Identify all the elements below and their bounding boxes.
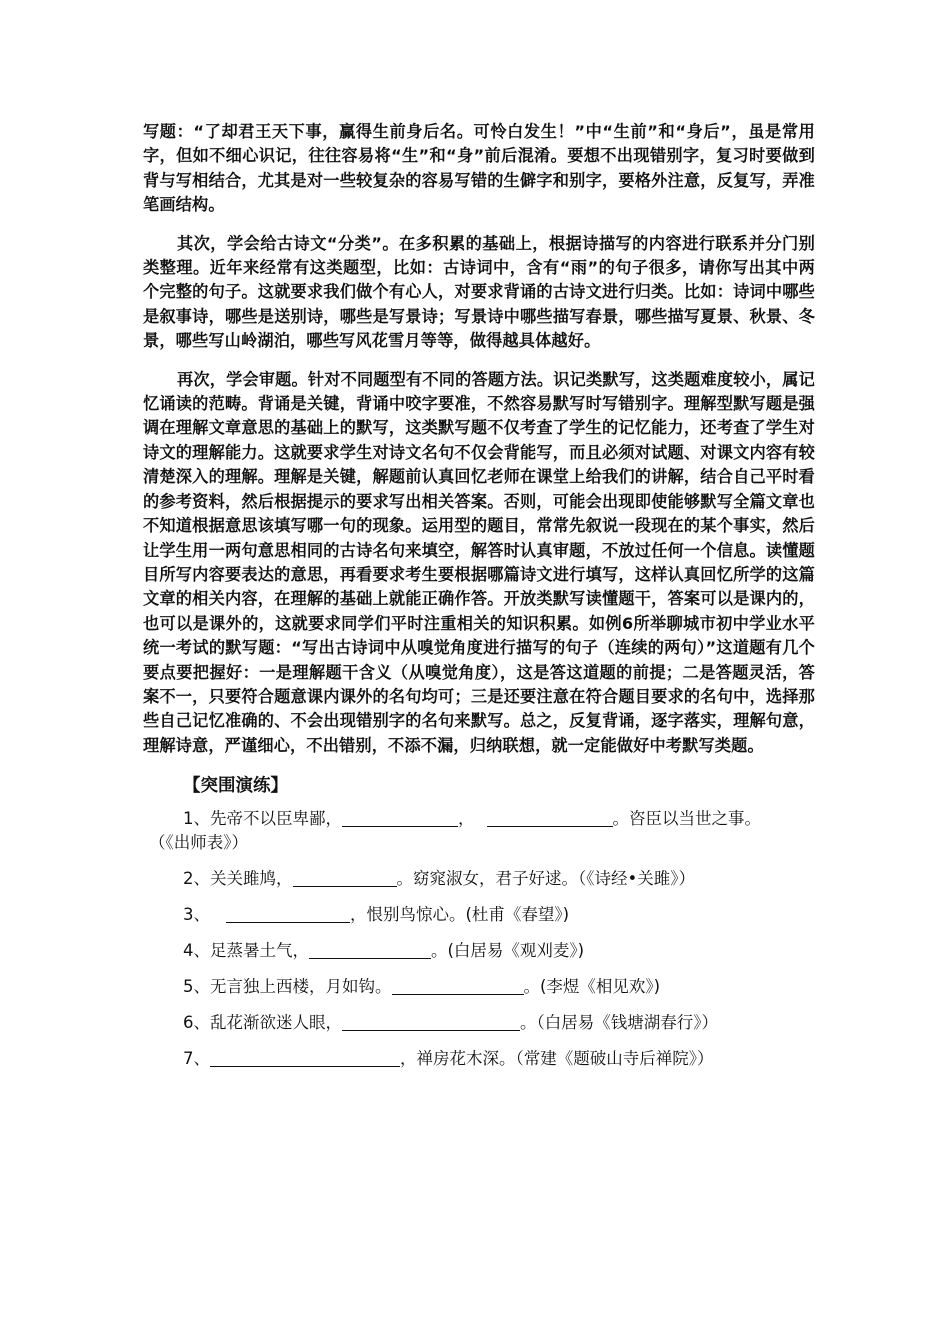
exercise-number: 5、 xyxy=(183,977,210,997)
exercise-2 xyxy=(143,867,815,891)
exercise-text: ， xyxy=(458,809,475,829)
exercise-text: 。(李煜《相见欢》) xyxy=(523,977,661,997)
paragraph-3: 再次，学会审题。针对不同题型有不同的答题方法。识记类默写，这类题难度较小，属记忆诵读的范畴。背诵是关键，背诵中咬字要准，不然容易默写时写错别字。理解型默写题是强调在理解文章意思的基础上的默写，这类默写题不仅考查了学生的记忆能力，还考查了学生对诗文的理解能力。这就要求学生对诗文名句不仅会背能写，而且必须对试题、对课文内容有较清楚深入的理解。理解是关键，解题前认真回忆老师在课堂上给我们的讲解，结合自己平时看的参考资料，然后根据提示的要求写出相关答案。否则，可能会出现即使能够默写全篇文章也不知道根据意思该填写哪一句的现象。运用型的题目，常常先叙说一段现在的某个事实，然后让学生用一两句意思相同的古诗名句来填空，解答时认真审题，不放过任何一个信息。读懂题目所写内容要表达的意思，再看要求考生要根据哪篇诗文进行填写，这样认真回忆所学的这篇文章的相关内容，在理解的基础上就能正确作答。开放类默写读懂题干，答案可以是课内的，也可以是课外的，这就要求同学们平时注重相关的知识积累。如例6所举聊城市初中学业水平统一考试的默写题：“写出古诗词中从嗅觉角度进行描写的句子（连续的两句）”这道题有几个要点要把握好：一是理解题干含义（从嗅觉角度），这是答这道题的前提；二是答题灵活，答案不一，只要符合题意课内课外的名句均可；三是还要注意在符合题目要求的名句中，选择那些自己记忆准确的、不会出现错别字的名句来默写。总之，反复背诵，逐字落实，理解句意，理解诗意，严谨细心，不出错别，不添不漏，归纳联想，就一定能做好中考默写类题。 xyxy=(143,369,815,755)
answer-blank[interactable] xyxy=(342,1012,520,1031)
exercise-source: （《出师表》） xyxy=(149,833,248,853)
exercise-3 xyxy=(143,903,815,927)
exercise-number: 6、 xyxy=(183,1013,210,1033)
exercise-6 xyxy=(143,1011,815,1035)
exercise-number: 1、 xyxy=(183,809,210,829)
answer-blank[interactable] xyxy=(309,940,431,959)
section-title: 【突围演练】 xyxy=(183,776,288,797)
exercise-text: 关关雎鸠， xyxy=(210,869,293,889)
answer-blank[interactable] xyxy=(342,808,458,827)
document-page xyxy=(143,120,815,1083)
exercise-4 xyxy=(143,939,815,963)
answer-blank[interactable] xyxy=(210,1048,400,1067)
exercise-text: ，恨别鸟惊心。(杜甫《春望》) xyxy=(350,905,570,925)
exercise-1 xyxy=(143,807,815,855)
answer-blank[interactable] xyxy=(487,808,613,827)
answer-blank[interactable] xyxy=(293,868,397,887)
exercise-text: 乱花渐欲迷人眼， xyxy=(210,1013,342,1033)
exercise-number: 4、 xyxy=(183,941,210,961)
exercise-text: 。咨臣以当世之事。 xyxy=(612,809,761,829)
exercise-text: 。窈窕淑女，君子好逑。（《诗经•关雎》） xyxy=(396,869,695,889)
answer-blank[interactable] xyxy=(392,976,524,995)
paragraph-2: 其次，学会给古诗文“分类”。在多积累的基础上，根据诗描写的内容进行联系并分门别类整理。近年来经常有这类题型，比如：古诗词中，含有“雨”的句子很多，请你写出其中两个完整的句子。这就要求我们做个有心人，对要求背诵的古诗文进行归类。比如：诗词中哪些是叙事诗，哪些是送别诗，哪些是写景诗；写景诗中哪些描写春景，哪些描写夏景、秋景、冬景，哪些写山岭湖泊，哪些写风花雪月等等，做得越具体越好。 xyxy=(143,233,815,351)
paragraph-1: 写题：“了却君王天下事，赢得生前身后名。可怜白发生！”中“生前”和“身后”，虽是常用字，但如不细心识记，往往容易将“生”和“身”前后混淆。要想不出现错别字，复习时要做到背与写相结合，尤其是对一些较复杂的容易写错的生僻字和别字，要格外注意，反复写，弄准笔画结构。 xyxy=(143,122,815,215)
exercise-text: 先帝不以臣卑鄙， xyxy=(210,809,342,829)
exercise-text: ，禅房花木深。（常建《题破山寺后禅院》） xyxy=(400,1049,714,1069)
exercise-number: 7、 xyxy=(183,1049,210,1069)
exercise-5 xyxy=(143,975,815,999)
exercise-text: 足蒸暑土气， xyxy=(210,941,309,961)
exercise-text: 无言独上西楼，月如钩。 xyxy=(210,977,392,997)
exercise-number: 2、 xyxy=(183,869,210,889)
answer-blank[interactable] xyxy=(226,904,350,923)
exercise-7 xyxy=(143,1047,815,1071)
exercise-number: 3、 xyxy=(183,905,210,925)
exercise-text: 。(白居易《观刈麦》) xyxy=(431,941,585,961)
exercise-text: 。（白居易《钱塘湖春行》） xyxy=(520,1013,718,1033)
